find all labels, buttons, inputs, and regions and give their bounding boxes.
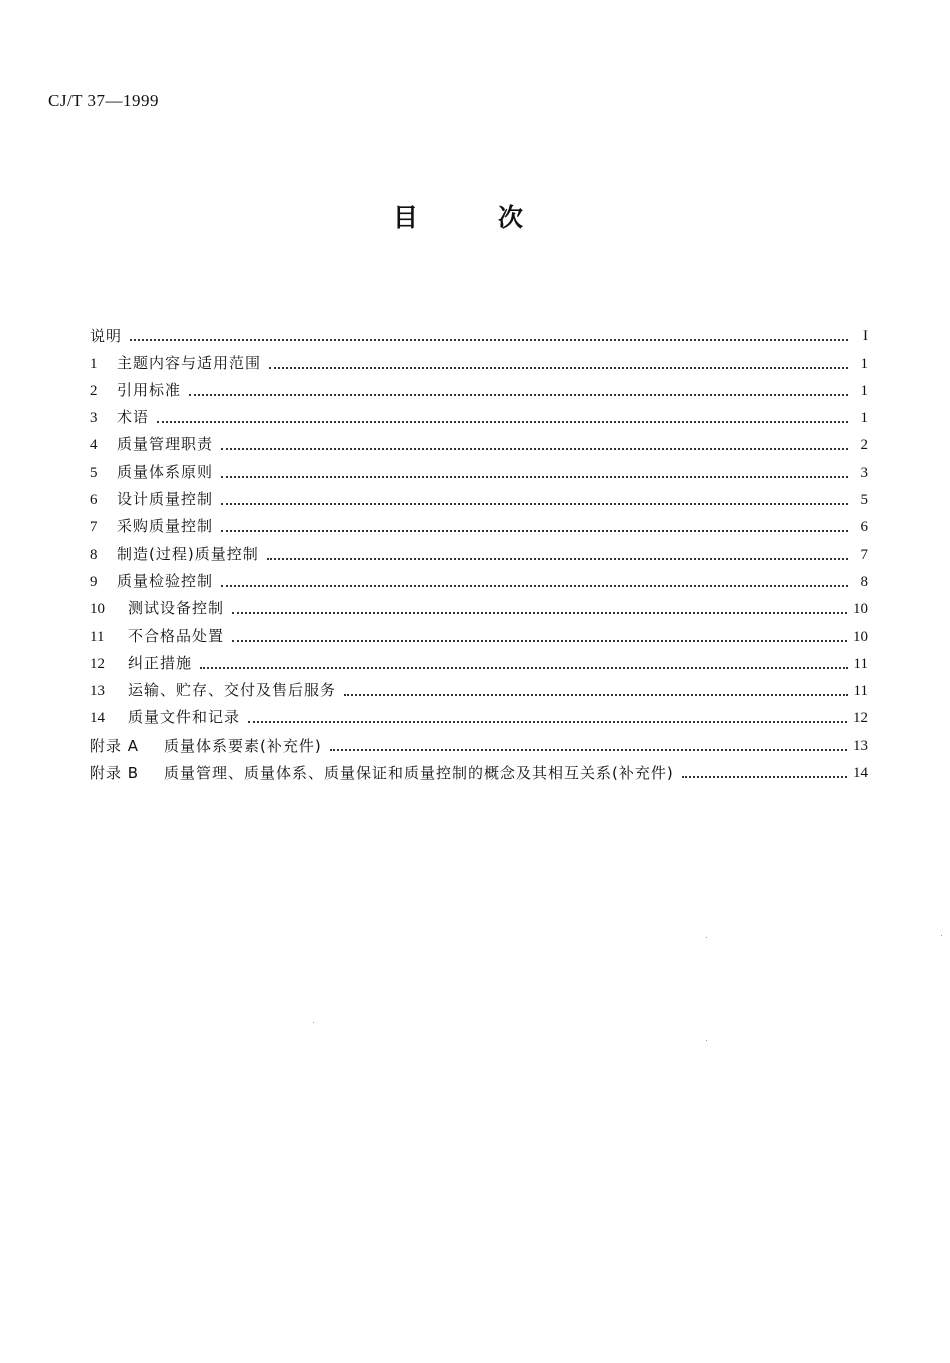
toc-entry[interactable] xyxy=(90,756,868,783)
toc-entry-title: 主题内容与适用范围 xyxy=(117,353,262,372)
scan-speck xyxy=(706,937,707,938)
toc-entry-title: 不合格品处置 xyxy=(128,626,225,645)
toc-dot-leader xyxy=(130,339,848,341)
toc-entry-label xyxy=(90,598,224,619)
toc-entry[interactable] xyxy=(90,401,868,428)
toc-entry-title: 纠正措施 xyxy=(128,653,193,672)
toc-entry-title: 质量体系要素(补充件) xyxy=(164,736,322,755)
toc-entry-label xyxy=(90,763,674,783)
toc-dot-leader xyxy=(682,776,847,778)
toc-entry-label xyxy=(90,626,224,647)
toc-entry[interactable] xyxy=(90,701,868,728)
toc-page-number: 2 xyxy=(860,437,868,454)
toc-entry-number: 12 xyxy=(90,655,105,672)
toc-page-number: 5 xyxy=(860,492,868,509)
scan-speck xyxy=(941,935,942,936)
toc-entry-title: 设计质量控制 xyxy=(117,490,214,509)
toc-dot-leader xyxy=(232,612,847,614)
toc-page-number: 7 xyxy=(860,546,868,563)
toc-entry-number: 附录 B xyxy=(90,764,140,783)
toc-entry[interactable] xyxy=(90,319,868,346)
toc-entry-title: 质量检验控制 xyxy=(117,571,214,590)
toc-entry-number: 9 xyxy=(90,573,98,590)
toc-entry-label xyxy=(90,326,122,346)
toc-entry-number: 4 xyxy=(90,437,98,454)
toc-entry-title: 说明 xyxy=(90,327,123,346)
toc-entry-label xyxy=(90,434,213,455)
toc-entry-label xyxy=(90,462,213,483)
toc-entry-number: 10 xyxy=(90,601,105,618)
page-title: 目次 xyxy=(392,203,603,232)
toc-page-number: I xyxy=(863,328,868,345)
toc-entry[interactable] xyxy=(90,455,868,482)
toc-dot-leader xyxy=(221,448,848,450)
toc-entry-label xyxy=(90,544,259,565)
toc-entry-title: 测试设备控制 xyxy=(128,599,225,618)
toc-entry-title: 质量文件和记录 xyxy=(128,708,241,727)
standard-code: CJ/T 37—1999 xyxy=(48,91,160,110)
toc-entry-label xyxy=(90,353,261,374)
toc-entry-label xyxy=(90,571,213,592)
toc-dot-leader xyxy=(344,694,848,696)
toc-entry-number: 2 xyxy=(90,382,98,399)
toc-entry-label xyxy=(90,407,149,428)
toc-entry-title: 质量管理职责 xyxy=(117,435,214,454)
toc-entry-number: 7 xyxy=(90,519,98,536)
toc-dot-leader xyxy=(221,585,848,587)
toc-entry-label xyxy=(90,707,240,728)
toc-page-number: 11 xyxy=(853,655,868,672)
toc-entry-title: 质量管理、质量体系、质量保证和质量控制的概念及其相互关系(补充件) xyxy=(164,764,674,783)
toc-entry-title: 质量体系原则 xyxy=(117,462,214,481)
toc-entry-number: 3 xyxy=(90,410,98,427)
toc-entry[interactable] xyxy=(90,428,868,455)
toc-entry[interactable] xyxy=(90,592,868,619)
toc-dot-leader xyxy=(157,421,848,423)
toc-entry-label xyxy=(90,516,213,537)
toc-entry-title: 术语 xyxy=(117,408,150,427)
toc-entry-label xyxy=(90,680,336,701)
toc-dot-leader xyxy=(200,667,848,669)
toc-entry-title: 引用标准 xyxy=(117,380,182,399)
toc-entry[interactable] xyxy=(90,674,868,701)
toc-entry-number: 11 xyxy=(90,628,105,645)
toc-entry-title: 运输、贮存、交付及售后服务 xyxy=(128,681,337,700)
toc-entry-title: 制造(过程)质量控制 xyxy=(117,544,259,563)
toc-entry[interactable] xyxy=(90,565,868,592)
toc-entry-title: 采购质量控制 xyxy=(117,517,214,536)
scan-speck xyxy=(313,1022,314,1023)
toc-entry-number: 5 xyxy=(90,464,98,481)
toc-entry-number: 13 xyxy=(90,683,105,700)
toc-dot-leader xyxy=(269,367,848,369)
toc-dot-leader xyxy=(221,530,848,532)
toc-page-number: 10 xyxy=(853,601,868,618)
toc-dot-leader xyxy=(248,721,847,723)
toc-dot-leader xyxy=(267,558,848,560)
toc-page-number: 1 xyxy=(860,382,868,399)
toc-page-number: 1 xyxy=(860,355,868,372)
toc-dot-leader xyxy=(330,749,847,751)
toc-entry[interactable] xyxy=(90,346,868,373)
toc-page-number: 6 xyxy=(860,519,868,536)
toc-entry-label xyxy=(90,653,192,674)
toc-page-number: 12 xyxy=(853,710,868,727)
toc-page-number: 3 xyxy=(860,464,868,481)
toc-page-number: 13 xyxy=(853,737,868,754)
toc-entry-number: 1 xyxy=(90,355,98,372)
toc-entry[interactable] xyxy=(90,374,868,401)
toc-page-number: 10 xyxy=(853,628,868,645)
toc-entry[interactable] xyxy=(90,537,868,564)
toc-page-number: 8 xyxy=(860,573,868,590)
toc-entry-label xyxy=(90,380,181,401)
toc-dot-leader xyxy=(189,394,848,396)
toc-dot-leader xyxy=(221,476,848,478)
toc-page-number: 14 xyxy=(853,765,868,782)
toc-page-number: 11 xyxy=(853,683,868,700)
table-of-contents xyxy=(90,319,868,783)
scan-speck xyxy=(706,1040,707,1041)
toc-entry-number: 8 xyxy=(90,546,98,563)
toc-entry-number: 14 xyxy=(90,710,105,727)
toc-entry-number: 附录 A xyxy=(90,736,140,755)
toc-entry[interactable] xyxy=(90,510,868,537)
toc-entry[interactable] xyxy=(90,728,868,755)
toc-entry[interactable] xyxy=(90,619,868,646)
toc-entry[interactable] xyxy=(90,647,868,674)
toc-entry[interactable] xyxy=(90,483,868,510)
toc-dot-leader xyxy=(232,640,847,642)
toc-page-number: 1 xyxy=(860,410,868,427)
toc-entry-label xyxy=(90,736,322,756)
toc-entry-label xyxy=(90,489,213,510)
toc-dot-leader xyxy=(221,503,848,505)
toc-entry-number: 6 xyxy=(90,492,98,509)
